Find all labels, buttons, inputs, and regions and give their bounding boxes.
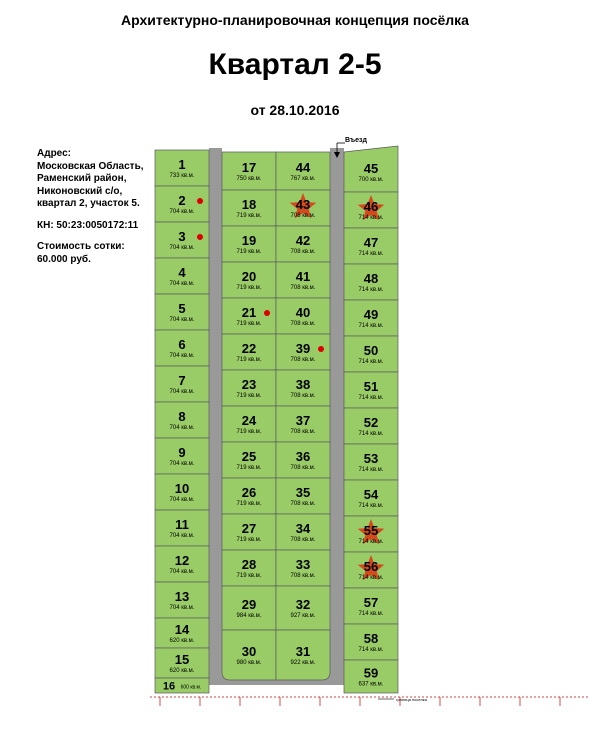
plot-number: 49 (363, 307, 379, 322)
plot-area: 719 кв.м. (236, 321, 262, 327)
plot-number: 7 (178, 373, 186, 388)
plot-area: 719 кв.м. (236, 501, 262, 507)
plot-area: 704 кв.м. (169, 389, 195, 395)
plot-42[interactable] (276, 226, 330, 262)
plot-number: 46 (363, 199, 379, 214)
plot-area: 620 кв.м. (169, 668, 195, 674)
plot-area: 704 кв.м. (169, 245, 195, 251)
plot-area: 600 кв.м. (180, 684, 202, 691)
plot-3[interactable] (155, 222, 209, 258)
plot-11[interactable] (155, 510, 209, 546)
plot-19[interactable] (222, 226, 276, 262)
dot-marker-icon (197, 198, 203, 204)
plot-28[interactable] (222, 550, 276, 586)
plot-number: 1 (178, 157, 186, 172)
plot-area: 714 кв.м. (358, 251, 384, 257)
plot-number: 13 (174, 589, 190, 604)
plot-number: 52 (363, 415, 379, 430)
plot-area: 708 кв.м. (290, 393, 316, 399)
plot-area: 704 кв.м. (169, 317, 195, 323)
plot-2[interactable] (155, 186, 209, 222)
plot-31[interactable] (276, 630, 330, 680)
plot-number: 50 (363, 343, 379, 358)
plot-30[interactable] (222, 630, 276, 680)
address-line: Никоновский с/о, (37, 185, 123, 197)
plot-number: 40 (295, 305, 311, 320)
plot-area: 704 кв.м. (169, 425, 195, 431)
plot-area: 980 кв.м. (236, 660, 262, 666)
plot-number: 53 (363, 451, 379, 466)
plot-area: 719 кв.м. (236, 249, 262, 255)
plot-area: 714 кв.м. (358, 215, 384, 221)
plot-area: 708 кв.м. (290, 573, 316, 579)
plot-area: 922 кв.м. (290, 660, 316, 666)
plot-area: 708 кв.м. (290, 429, 316, 435)
plot-area: 620 кв.м. (169, 638, 195, 644)
plot-number: 20 (241, 269, 257, 284)
plot-49[interactable] (344, 300, 398, 336)
plot-area: 984 кв.м. (236, 613, 262, 619)
plot-number: 32 (295, 597, 311, 612)
plot-21[interactable] (222, 298, 276, 334)
plot-18[interactable] (222, 190, 276, 226)
plot-area: 637 кв.м. (358, 681, 384, 688)
plot-number: 25 (241, 449, 257, 464)
plot-number: 9 (178, 445, 186, 460)
plot-number: 18 (241, 197, 257, 212)
plot-number: 48 (363, 271, 379, 286)
plot-9[interactable] (155, 438, 209, 474)
plot-15[interactable] (155, 648, 209, 678)
plot-7[interactable] (155, 366, 209, 402)
plot-area: 704 кв.м. (169, 281, 195, 287)
plot-number: 36 (295, 449, 311, 464)
plot-area: 927 кв.м. (290, 613, 316, 619)
plot-area: 719 кв.м. (236, 393, 262, 399)
price-label: Стоимость сотки: (37, 241, 125, 252)
cadastral-number: КН: 50:23:0050172:11 (37, 219, 139, 231)
plot-53[interactable] (344, 444, 398, 480)
plot-area: 767 кв.м. (290, 176, 316, 182)
plot-number: 56 (363, 559, 379, 574)
plot-number: 5 (178, 301, 186, 316)
plot-number: 24 (241, 413, 257, 428)
plot-22[interactable] (222, 334, 276, 370)
plot-number: 16 (162, 680, 176, 693)
plot-number: 35 (295, 485, 311, 500)
plot-area: 714 кв.м. (358, 431, 384, 437)
plot-39[interactable] (276, 334, 330, 370)
dot-marker-icon (264, 310, 270, 316)
plot-area: 704 кв.м. (169, 605, 195, 611)
plot-46[interactable] (344, 192, 398, 228)
plot-number: 34 (295, 521, 311, 536)
plot-44[interactable] (276, 152, 330, 190)
plot-45[interactable] (344, 146, 398, 192)
plot-area: 708 кв.м. (290, 357, 316, 363)
plot-area: 708 кв.м. (290, 537, 316, 543)
plot-area: 714 кв.м. (358, 503, 384, 509)
plot-number: 45 (363, 161, 379, 176)
address-line: квартал 2, участок 5. (37, 198, 140, 209)
plot-36[interactable] (276, 442, 330, 478)
plot-number: 47 (363, 235, 379, 250)
plot-10[interactable] (155, 474, 209, 510)
plot-51[interactable] (344, 372, 398, 408)
plot-number: 4 (178, 265, 186, 280)
plot-area: 704 кв.м. (169, 497, 195, 503)
plot-5[interactable] (155, 294, 209, 330)
plot-number: 23 (241, 377, 257, 392)
plot-52[interactable] (344, 408, 398, 444)
address-line: Раменский район, (37, 173, 127, 184)
plot-6[interactable] (155, 330, 209, 366)
plot-area: 719 кв.м. (236, 285, 262, 291)
plot-area: 719 кв.м. (236, 465, 262, 471)
plot-area: 704 кв.м. (169, 533, 195, 539)
plot-area: 719 кв.м. (236, 357, 262, 363)
plot-27[interactable] (222, 514, 276, 550)
plot-50[interactable] (344, 336, 398, 372)
plot-43[interactable] (276, 190, 330, 226)
plot-number: 38 (295, 377, 311, 392)
plot-number: 21 (241, 305, 257, 320)
plot-number: 27 (241, 521, 257, 536)
plot-32[interactable] (276, 586, 330, 630)
plot-area: 708 кв.м. (290, 213, 316, 219)
dot-marker-icon (197, 234, 203, 240)
road-note: граница поселка (396, 697, 427, 702)
plot-47[interactable] (344, 228, 398, 264)
plot-area: 704 кв.м. (169, 461, 195, 467)
plot-number: 42 (295, 233, 311, 248)
plot-number: 44 (295, 160, 311, 175)
plot-number: 12 (174, 553, 190, 568)
plot-25[interactable] (222, 442, 276, 478)
plot-number: 26 (241, 485, 257, 500)
plot-57[interactable] (344, 588, 398, 624)
plot-33[interactable] (276, 550, 330, 586)
plot-area: 714 кв.м. (358, 539, 384, 545)
plot-number: 10 (174, 481, 190, 496)
plot-area: 714 кв.м. (358, 575, 384, 581)
plot-number: 17 (241, 160, 257, 175)
plot-area: 714 кв.м. (358, 359, 384, 365)
road-west (209, 148, 222, 683)
plot-14[interactable] (155, 618, 209, 648)
plot-area: 714 кв.м. (358, 323, 384, 329)
plot-number: 29 (241, 597, 257, 612)
plot-area: 708 кв.м. (290, 321, 316, 327)
plot-area: 750 кв.м. (236, 176, 262, 182)
plot-area: 719 кв.м. (236, 573, 262, 579)
plot-34[interactable] (276, 514, 330, 550)
plot-29[interactable] (222, 586, 276, 630)
plot-number: 31 (295, 644, 311, 659)
plot-number: 3 (178, 229, 186, 244)
entry-label: Въезд (345, 137, 367, 144)
plot-area: 708 кв.м. (290, 285, 316, 291)
plot-number: 14 (174, 622, 190, 637)
plot-area: 719 кв.м. (236, 537, 262, 543)
dot-marker-icon (318, 346, 324, 352)
plot-number: 11 (175, 517, 189, 532)
plot-area: 719 кв.м. (236, 429, 262, 435)
plot-13[interactable] (155, 582, 209, 618)
plan-date: от 28.10.2016 (250, 102, 340, 118)
plot-number: 8 (178, 409, 186, 424)
plot-number: 43 (295, 197, 311, 212)
plot-54[interactable] (344, 480, 398, 516)
plot-number: 51 (363, 379, 379, 394)
plot-48[interactable] (344, 264, 398, 300)
plot-59[interactable] (344, 660, 398, 693)
road-east (330, 148, 344, 683)
plot-55[interactable] (344, 516, 398, 552)
plot-area: 733 кв.м. (169, 173, 195, 179)
plots-layer (155, 146, 398, 693)
plot-area: 719 кв.м. (236, 213, 262, 219)
plot-26[interactable] (222, 478, 276, 514)
address-label: Адрес: (37, 148, 71, 159)
plot-area: 700 кв.м. (358, 177, 384, 183)
plot-56[interactable] (344, 552, 398, 588)
block-title: Квартал 2-5 (208, 48, 382, 81)
plot-8[interactable] (155, 402, 209, 438)
plot-area: 714 кв.м. (358, 395, 384, 401)
plot-area: 704 кв.м. (169, 209, 195, 215)
plot-4[interactable] (155, 258, 209, 294)
plot-area: 708 кв.м. (290, 465, 316, 471)
plot-area: 714 кв.м. (358, 647, 384, 653)
plot-40[interactable] (276, 298, 330, 334)
plot-35[interactable] (276, 478, 330, 514)
concept-title: Архитектурно-планировочная концепция посёлка (121, 12, 469, 28)
address-line: Московская Область, (37, 160, 144, 172)
plot-1[interactable] (155, 150, 209, 186)
plot-number: 55 (363, 523, 379, 538)
plot-24[interactable] (222, 406, 276, 442)
plot-number: 22 (241, 341, 257, 356)
plot-number: 15 (174, 652, 190, 667)
plot-number: 54 (363, 487, 379, 502)
plot-number: 57 (363, 595, 379, 610)
plot-41[interactable] (276, 262, 330, 298)
plot-12[interactable] (155, 546, 209, 582)
plot-number: 28 (241, 557, 257, 572)
plot-area: 714 кв.м. (358, 611, 384, 617)
plot-37[interactable] (276, 406, 330, 442)
plot-number: 30 (241, 644, 257, 659)
plot-16[interactable] (155, 678, 209, 693)
plot-number: 39 (295, 341, 311, 356)
plot-area: 714 кв.м. (358, 287, 384, 293)
plot-number: 2 (178, 193, 186, 208)
plot-38[interactable] (276, 370, 330, 406)
plot-20[interactable] (222, 262, 276, 298)
plot-58[interactable] (344, 624, 398, 660)
plot-number: 59 (363, 665, 379, 681)
plot-area: 704 кв.м. (169, 569, 195, 575)
plot-area: 708 кв.м. (290, 501, 316, 507)
plot-17[interactable] (222, 152, 276, 190)
plot-number: 41 (295, 269, 311, 284)
plot-area: 708 кв.м. (290, 249, 316, 255)
plot-number: 58 (363, 631, 379, 646)
plot-23[interactable] (222, 370, 276, 406)
plot-number: 6 (178, 337, 186, 352)
plot-number: 33 (295, 557, 311, 572)
price-value: 60.000 руб. (37, 253, 91, 265)
plot-area: 704 кв.м. (169, 353, 195, 359)
plot-number: 37 (295, 413, 311, 428)
plot-area: 714 кв.м. (358, 467, 384, 473)
plot-number: 19 (241, 233, 257, 248)
